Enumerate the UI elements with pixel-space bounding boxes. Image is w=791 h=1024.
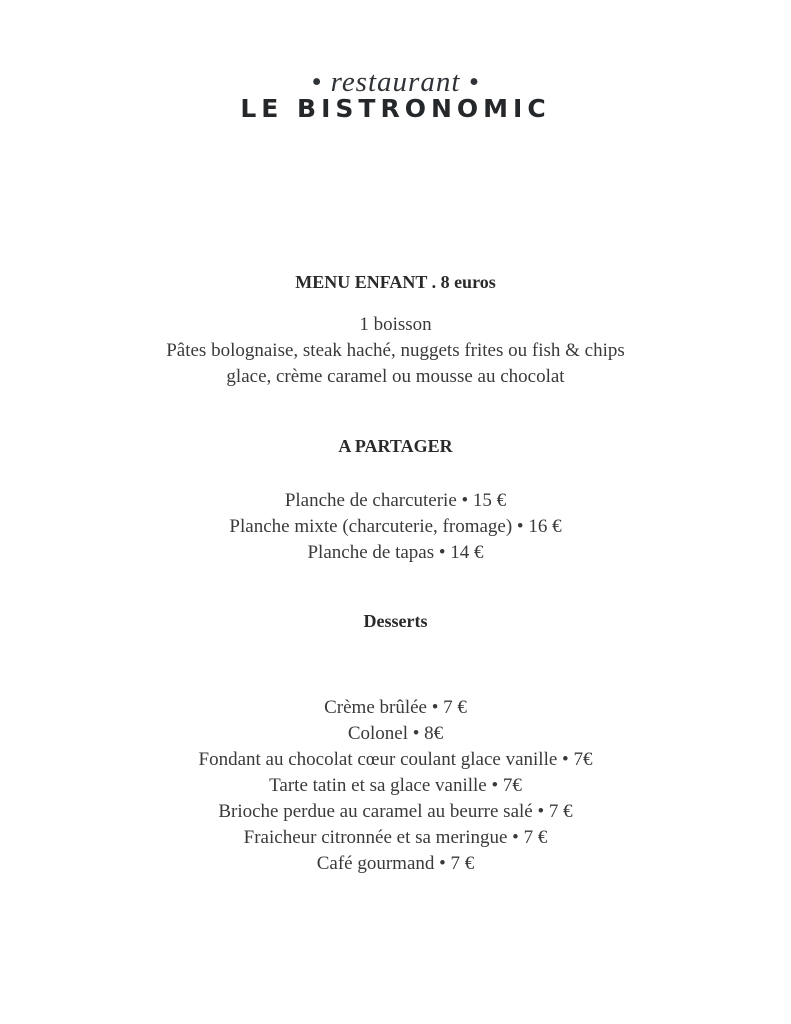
list-item: Brioche perdue au caramel au beurre salé • 7 € xyxy=(218,801,573,822)
menu-enfant-list xyxy=(0,312,791,390)
logo-name: LE BISTRONOMIC xyxy=(240,94,551,123)
list-item: 1 boisson xyxy=(359,314,432,335)
desserts-list xyxy=(0,695,791,877)
logo-tagline: • restaurant • xyxy=(311,66,480,98)
list-item: Planche de charcuterie • 15 € xyxy=(284,490,507,511)
list-item: Planche de tapas • 14 € xyxy=(307,542,484,563)
list-item: Fraicheur citronnée et sa meringue • 7 € xyxy=(243,827,548,848)
section-title-desserts: Desserts xyxy=(363,611,428,631)
list-item: Café gourmand • 7 € xyxy=(316,853,475,874)
list-item: Planche mixte (charcuterie, fromage) • 16 € xyxy=(229,516,562,537)
list-item: Colonel • 8€ xyxy=(347,723,444,744)
list-item: Tarte tatin et sa glace vanille • 7€ xyxy=(269,775,522,796)
list-item: Crème brûlée • 7 € xyxy=(324,697,467,718)
a-partager-list xyxy=(0,488,791,566)
section-title-a-partager: A PARTAGER xyxy=(338,436,453,456)
list-item: Fondant au chocolat cœur coulant glace vanille • 7€ xyxy=(198,749,593,770)
section-title-menu-enfant: MENU ENFANT . 8 euros xyxy=(295,272,496,292)
list-item: Pâtes bolognaise, steak haché, nuggets frites ou fish & chips xyxy=(166,340,625,361)
list-item: glace, crème caramel ou mousse au chocolat xyxy=(226,366,565,387)
